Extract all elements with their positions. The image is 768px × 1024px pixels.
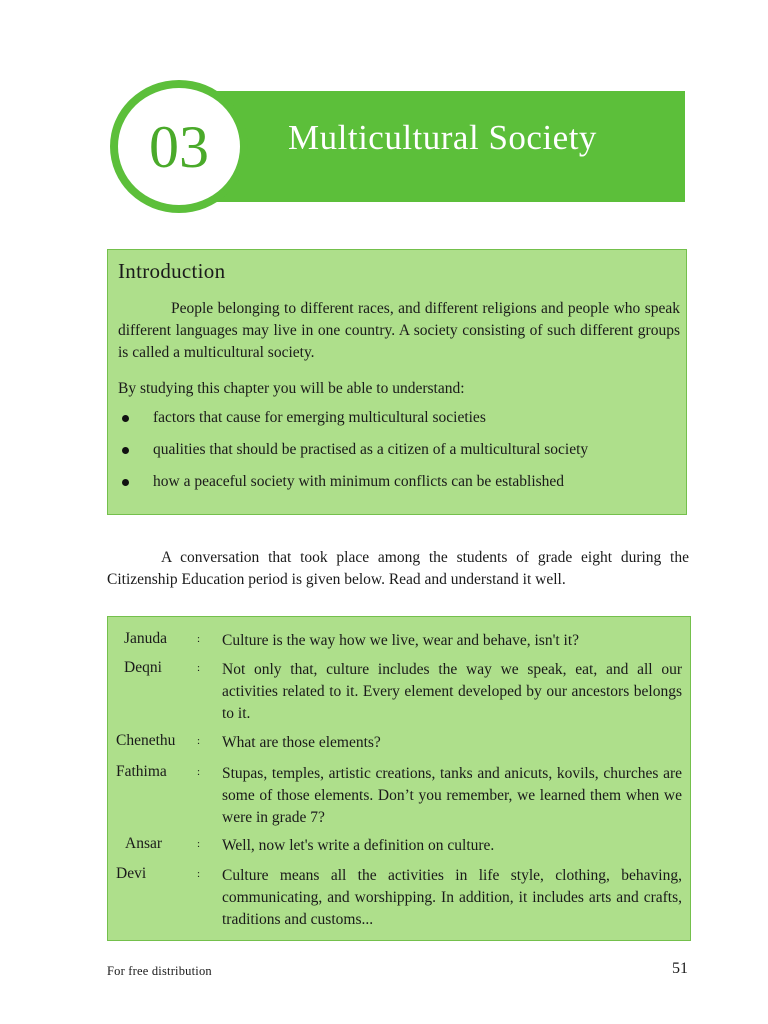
- bullet-dot-icon: [122, 479, 129, 486]
- speaker-name: Januda: [124, 630, 168, 647]
- speaker-separator: :: [197, 868, 201, 880]
- bullet-dot-icon: [122, 447, 129, 454]
- introduction-paragraph: People belonging to different races, and different religions and people who speak different languages may live in one country. A society consisting of such different groups is called a multicultural society.: [118, 300, 680, 361]
- page-number: 51: [672, 960, 688, 977]
- dialogue-line: Well, now let's write a definition on culture.: [222, 837, 495, 854]
- speaker-name: Devi: [116, 865, 147, 882]
- speaker-name: Ansar: [125, 835, 163, 852]
- chapter-number: 03: [149, 113, 209, 180]
- speaker-name: Deqni: [124, 659, 162, 676]
- footer-distribution-note: For free distribution: [107, 964, 212, 978]
- dialogue-line: Culture is the way how we live, wear and behave, isn't it?: [222, 632, 580, 649]
- speaker-separator: :: [197, 838, 201, 850]
- speaker-separator: :: [197, 633, 201, 645]
- dialogue-line: Culture means all the activities in life style, clothing, behaving, communicating, and worshipping. In addition, it includes arts and crafts, traditions and customs...: [222, 867, 682, 928]
- dialogue-line: Not only that, culture includes the way we speak, eat, and all our activities related to it. Every element developed by our ancestors belongs to it.: [222, 661, 682, 722]
- speaker-separator: :: [197, 735, 201, 747]
- conversation-intro: A conversation that took place among the students of grade eight during the Citizenship Education period is given below. Read and understand it well.: [107, 549, 689, 588]
- introduction-heading: Introduction: [118, 259, 226, 283]
- chapter-title: Multicultural Society: [288, 118, 597, 157]
- speaker-separator: :: [197, 766, 201, 778]
- speaker-separator: :: [197, 662, 201, 674]
- dialogue-line: What are those elements?: [222, 734, 381, 751]
- speaker-name: Fathima: [116, 763, 167, 780]
- objective-text: qualities that should be practised as a citizen of a multicultural society: [153, 441, 589, 458]
- objective-text: factors that cause for emerging multicultural societies: [153, 409, 486, 426]
- bullet-dot-icon: [122, 415, 129, 422]
- introduction-lead: By studying this chapter you will be able to understand:: [118, 380, 465, 397]
- speaker-name: Chenethu: [116, 732, 176, 749]
- dialogue-line: Stupas, temples, artistic creations, tanks and anicuts, kovils, churches are some of those elements. Don’t you remember, we learned them when we were in grade 7?: [222, 765, 682, 826]
- objective-text: how a peaceful society with minimum conflicts can be established: [153, 473, 565, 490]
